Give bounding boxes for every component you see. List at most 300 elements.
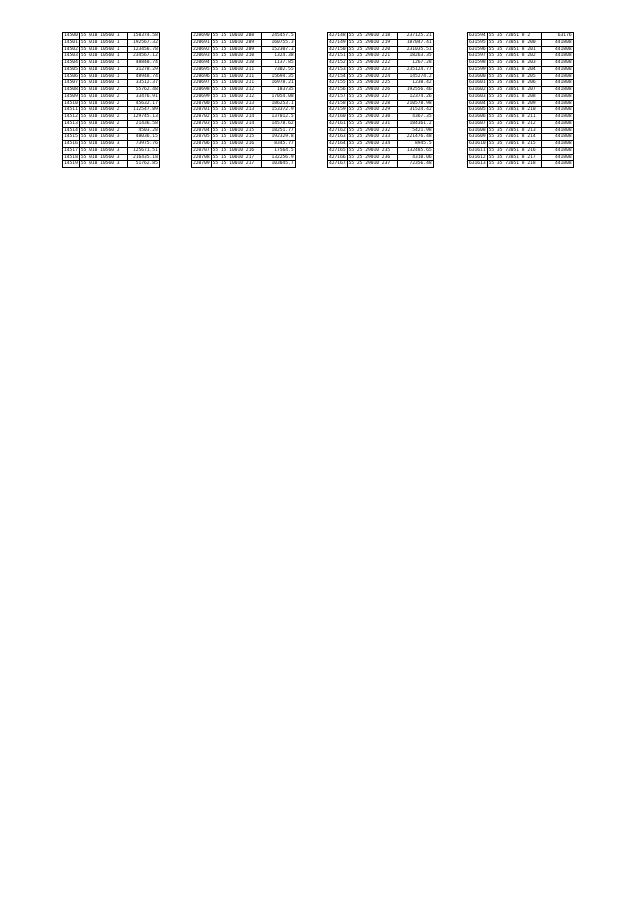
table-row <box>192 46 296 53</box>
code-cell: 55 15 10010 216 <box>211 141 261 148</box>
table-row <box>328 60 434 67</box>
code-cell: 55 35 73051 8 212 <box>487 120 541 127</box>
table-row <box>63 66 160 73</box>
code-cell: 55 35 73051 8 207 <box>487 87 541 94</box>
code-cell: 55 010 10560 1 <box>79 66 127 73</box>
code-cell: 55 010 10560 2 <box>79 100 127 107</box>
table-row <box>328 93 434 100</box>
amount-cell: 160755.3 <box>261 39 295 46</box>
code-cell: 55 15 10010 212 <box>211 93 261 100</box>
amount-cell: 234567.12 <box>127 53 159 60</box>
table-row <box>192 120 296 127</box>
row-id-cell: 220706 <box>193 141 210 146</box>
code-cell: 55 15 10010 215 <box>211 134 261 141</box>
row-id-cell: 14513 <box>64 120 78 126</box>
amount-cell: 14578.62 <box>261 120 295 127</box>
code-cell: 55 25 29010 235 <box>347 147 397 154</box>
code-cell: 55 25 29010 218 <box>347 33 397 40</box>
row-id-cell: 14509 <box>64 93 78 99</box>
code-cell: 55 25 29010 229 <box>347 107 397 114</box>
code-cell: 55 35 73051 8 201 <box>487 46 541 53</box>
table-row <box>63 141 160 148</box>
amount-cell: 21436.58 <box>127 120 159 127</box>
code-cell: 55 15 10010 211 <box>211 80 261 87</box>
table-body-3 <box>328 33 434 168</box>
code-cell: 55 010 10560 2 <box>79 127 127 134</box>
table-row <box>468 60 574 67</box>
amount-cell: 192556.46 <box>397 87 433 94</box>
table-row <box>328 53 434 60</box>
code-cell: 55 010 10560 3 <box>79 147 127 154</box>
row-id-cell: 14514 <box>64 127 78 133</box>
code-cell: 55 25 29010 232 <box>347 127 397 134</box>
code-cell: 55 25 29010 226 <box>347 87 397 94</box>
row-id-cell: 220694 <box>193 60 210 65</box>
row-id-cell: 427167 <box>329 161 346 167</box>
amount-cell: 7302.55 <box>261 66 295 73</box>
table-row <box>468 127 574 134</box>
code-cell: 55 010 10560 1 <box>79 73 127 80</box>
amount-cell: 153372.9 <box>261 107 295 114</box>
table-row <box>328 141 434 148</box>
amount-cell: 129745.13 <box>127 114 159 121</box>
table-row <box>192 141 296 148</box>
code-cell: 55 25 29010 228 <box>347 100 397 107</box>
table-row <box>192 60 296 67</box>
amount-cell: 1230.42 <box>397 80 433 87</box>
row-id-cell: 220701 <box>193 107 210 113</box>
row-id-cell: 427157 <box>329 93 346 99</box>
amount-cell: 1324.38 <box>261 53 295 60</box>
amount-cell: 132485.65 <box>397 147 433 154</box>
amount-cell: 441808 <box>541 127 573 134</box>
table-row <box>468 100 574 107</box>
row-id-cell: 631605 <box>469 107 486 113</box>
code-cell: 55 15 10010 211 <box>211 66 261 73</box>
amount-cell: 5421.98 <box>397 127 433 134</box>
row-id-cell: 14507 <box>64 80 78 86</box>
table-row <box>63 127 160 134</box>
amount-cell: 125671.51 <box>127 147 159 154</box>
row-id-cell: 427164 <box>329 141 346 146</box>
amount-cell: 48848.74 <box>127 60 159 67</box>
row-id-cell: 220692 <box>193 46 210 52</box>
amount-cell: 441808 <box>541 114 573 121</box>
amount-cell: 51762.85 <box>127 161 159 168</box>
amount-cell: 441808 <box>541 154 573 161</box>
amount-cell: 183735 <box>261 87 295 94</box>
row-id-cell: 631612 <box>469 154 486 160</box>
table-row <box>192 100 296 107</box>
table-row <box>63 33 160 40</box>
code-cell: 55 15 10010 217 <box>211 161 261 168</box>
code-cell: 55 35 73051 8 208 <box>487 93 541 100</box>
row-id-cell: 427155 <box>329 80 346 86</box>
row-id-cell: 631611 <box>469 147 486 153</box>
table-row <box>468 66 574 73</box>
table-row <box>328 134 434 141</box>
table-column-1 <box>62 32 160 168</box>
amount-cell: 103045.7 <box>261 161 295 168</box>
table-row <box>328 39 434 46</box>
amount-cell: 441808 <box>541 147 573 154</box>
code-cell: 55 35 73051 8 2 <box>487 33 541 40</box>
row-id-cell: 14516 <box>64 141 78 146</box>
amount-cell: 441808 <box>541 66 573 73</box>
amount-cell: 441808 <box>541 107 573 114</box>
row-id-cell: 220705 <box>193 134 210 140</box>
amount-cell: 31524.42 <box>397 107 433 114</box>
code-cell: 55 25 29010 222 <box>347 60 397 67</box>
row-id-cell: 220703 <box>193 120 210 126</box>
code-cell: 55 010 10560 1 <box>79 46 127 53</box>
row-id-cell: 631609 <box>469 134 486 140</box>
row-id-cell: 631602 <box>469 87 486 92</box>
table-row <box>63 53 160 60</box>
amount-cell: 4503.28 <box>127 127 159 134</box>
table-row <box>468 87 574 94</box>
code-cell: 55 010 10560 3 <box>79 161 127 168</box>
table-row <box>328 100 434 107</box>
code-cell: 55 35 73051 8 211 <box>487 114 541 121</box>
row-id-cell: 14501 <box>64 39 78 45</box>
row-id-cell: 220698 <box>193 87 210 92</box>
table-row <box>63 60 160 67</box>
code-cell: 55 15 10010 217 <box>211 154 261 161</box>
table-row <box>328 114 434 121</box>
table-row <box>328 154 434 161</box>
amount-cell: 184361.2 <box>397 120 433 127</box>
row-id-cell: 631597 <box>469 53 486 59</box>
amount-cell: 441808 <box>541 120 573 127</box>
amount-cell: 231035.51 <box>397 46 433 53</box>
table-column-2 <box>191 32 296 168</box>
code-cell: 55 15 10010 213 <box>211 100 261 107</box>
code-cell: 55 35 73051 8 210 <box>487 107 541 114</box>
table-row <box>63 46 160 53</box>
table-row <box>468 161 574 168</box>
row-id-cell: 220700 <box>193 100 210 106</box>
row-id-cell: 427159 <box>329 107 346 113</box>
row-id-cell: 631604 <box>469 100 486 106</box>
table-row <box>468 107 574 114</box>
row-id-cell: 631599 <box>469 66 486 72</box>
row-id-cell: 14505 <box>64 66 78 72</box>
row-id-cell: 220696 <box>193 73 210 79</box>
table-row <box>468 114 574 121</box>
row-id-cell: 220707 <box>193 147 210 153</box>
code-cell: 55 25 29010 236 <box>347 154 397 161</box>
row-id-cell: 427161 <box>329 120 346 126</box>
amount-cell: 17564.5 <box>261 147 295 154</box>
row-id-cell: 14512 <box>64 114 78 119</box>
amount-cell: 45632.17 <box>127 100 159 107</box>
table-row <box>63 134 160 141</box>
table-row <box>63 73 160 80</box>
code-cell: 55 25 29010 231 <box>347 120 397 127</box>
amount-cell: 441808 <box>541 134 573 141</box>
row-id-cell: 427151 <box>329 53 346 59</box>
table-row <box>192 114 296 121</box>
amount-cell: 441808 <box>541 87 573 94</box>
row-id-cell: 631600 <box>469 73 486 79</box>
row-id-cell: 14504 <box>64 60 78 65</box>
amount-cell: 441808 <box>541 73 573 80</box>
amount-cell: 112547.89 <box>127 107 159 114</box>
code-cell: 55 15 10010 210 <box>211 53 261 60</box>
row-id-cell: 427149 <box>329 39 346 45</box>
table-row <box>192 87 296 94</box>
table-row <box>468 93 574 100</box>
code-cell: 55 25 29010 234 <box>347 141 397 148</box>
table-row <box>328 127 434 134</box>
row-id-cell: 631613 <box>469 161 486 167</box>
row-id-cell: 14515 <box>64 134 78 140</box>
code-cell: 55 15 10010 209 <box>211 46 261 53</box>
table-row <box>63 161 160 168</box>
table-row <box>63 120 160 127</box>
code-cell: 55 010 10560 1 <box>79 39 127 46</box>
amount-cell: 15694.35 <box>261 73 295 80</box>
row-id-cell: 631594 <box>469 33 486 38</box>
table-row <box>192 161 296 168</box>
table-row <box>328 147 434 154</box>
amount-cell: 132256.9 <box>261 154 295 161</box>
amount-cell: 235124.77 <box>397 66 433 73</box>
amount-cell: 152307.3 <box>261 46 295 53</box>
table-row <box>468 53 574 60</box>
table-row <box>328 107 434 114</box>
row-id-cell: 14506 <box>64 73 78 79</box>
table-row <box>192 33 296 40</box>
table-row <box>468 154 574 161</box>
amount-cell: 145274.2 <box>397 73 433 80</box>
row-id-cell: 14517 <box>64 147 78 153</box>
table-row <box>468 39 574 46</box>
amount-cell: 73975.76 <box>127 141 159 148</box>
code-cell: 55 25 29010 224 <box>347 73 397 80</box>
amount-cell: 221476.48 <box>397 134 433 141</box>
table-row <box>63 87 160 94</box>
code-cell: 55 25 29010 220 <box>347 46 397 53</box>
row-id-cell: 427163 <box>329 134 346 140</box>
code-cell: 55 35 73051 8 215 <box>487 141 541 148</box>
table-body-2 <box>192 33 296 168</box>
amount-cell: 72356.48 <box>397 161 433 168</box>
table-row <box>328 161 434 168</box>
amount-cell: 210578.98 <box>397 100 433 107</box>
amount-cell: 237125.21 <box>397 33 433 40</box>
row-id-cell: 14518 <box>64 154 78 160</box>
amount-cell: 441808 <box>541 39 573 46</box>
row-id-cell: 14510 <box>64 100 78 106</box>
amount-cell: 17054.08 <box>261 93 295 100</box>
table-row <box>192 134 296 141</box>
row-id-cell: 14511 <box>64 107 78 113</box>
row-id-cell: 427160 <box>329 114 346 119</box>
code-cell: 55 15 10010 208 <box>211 33 261 40</box>
table-row <box>63 154 160 161</box>
table-row <box>192 93 296 100</box>
table-row <box>468 147 574 154</box>
amount-cell: 33476.91 <box>127 93 159 100</box>
row-id-cell: 14500 <box>64 33 78 38</box>
row-id-cell: 427165 <box>329 147 346 153</box>
row-id-cell: 220702 <box>193 114 210 119</box>
row-id-cell: 14519 <box>64 161 78 167</box>
code-cell: 55 25 29010 227 <box>347 93 397 100</box>
code-cell: 55 25 29010 219 <box>347 39 397 46</box>
amount-cell: 158374.58 <box>127 33 159 40</box>
table-row <box>192 147 296 154</box>
row-id-cell: 427152 <box>329 60 346 65</box>
table-row <box>328 66 434 73</box>
code-cell: 55 25 29010 230 <box>347 114 397 121</box>
amount-cell: 18251.77 <box>261 127 295 134</box>
table-row <box>192 154 296 161</box>
code-cell: 55 010 10560 2 <box>79 107 127 114</box>
code-cell: 55 010 10560 2 <box>79 114 127 121</box>
table-row <box>468 134 574 141</box>
table-row <box>328 80 434 87</box>
code-cell: 55 35 73051 8 209 <box>487 100 541 107</box>
row-id-cell: 631607 <box>469 120 486 126</box>
data-table-3 <box>327 32 434 168</box>
table-row <box>63 93 160 100</box>
code-cell: 55 010 10560 2 <box>79 93 127 100</box>
table-row <box>63 39 160 46</box>
code-cell: 55 35 73051 8 216 <box>487 147 541 154</box>
code-cell: 55 010 10560 1 <box>79 60 127 67</box>
row-id-cell: 427148 <box>329 33 346 38</box>
amount-cell: 441808 <box>541 60 573 67</box>
amount-cell: 4310.06 <box>397 154 433 161</box>
row-id-cell: 631598 <box>469 60 486 65</box>
amount-cell: 441808 <box>541 46 573 53</box>
amount-cell: 245457.5 <box>261 33 295 40</box>
table-row <box>328 87 434 94</box>
code-cell: 55 35 73051 8 206 <box>487 80 541 87</box>
table-row <box>468 141 574 148</box>
code-cell: 55 15 10010 214 <box>211 120 261 127</box>
row-id-cell: 631601 <box>469 80 486 86</box>
row-id-cell: 427153 <box>329 66 346 72</box>
code-cell: 55 010 10560 3 <box>79 154 127 161</box>
code-cell: 55 15 10010 211 <box>211 73 261 80</box>
row-id-cell: 220693 <box>193 53 210 59</box>
amount-cell: 216435.18 <box>127 154 159 161</box>
code-cell: 55 35 73051 8 205 <box>487 73 541 80</box>
code-cell: 55 25 29010 233 <box>347 134 397 141</box>
table-row <box>192 107 296 114</box>
table-row <box>468 80 574 87</box>
row-id-cell: 220708 <box>193 154 210 160</box>
code-cell: 55 15 10010 212 <box>211 87 261 94</box>
table-row <box>468 33 574 40</box>
code-cell: 55 25 29010 225 <box>347 80 397 87</box>
code-cell: 55 35 73051 8 204 <box>487 66 541 73</box>
amount-cell: 186253.1 <box>261 100 295 107</box>
row-id-cell: 427162 <box>329 127 346 133</box>
amount-cell: 4367.35 <box>397 114 433 121</box>
row-id-cell: 427154 <box>329 73 346 79</box>
row-id-cell: 427150 <box>329 46 346 52</box>
amount-cell: 441808 <box>541 161 573 168</box>
table-body-4 <box>468 33 574 168</box>
data-table-1 <box>62 32 160 168</box>
amount-cell: 16978.21 <box>261 80 295 87</box>
amount-cell: 441808 <box>541 53 573 60</box>
code-cell: 55 15 10010 214 <box>211 114 261 121</box>
code-cell: 55 25 29010 223 <box>347 66 397 73</box>
table-row <box>468 73 574 80</box>
code-cell: 55 15 10010 210 <box>211 60 261 67</box>
code-cell: 55 25 29010 221 <box>347 53 397 60</box>
amount-cell: 8345.77 <box>261 141 295 148</box>
row-id-cell: 14508 <box>64 87 78 92</box>
amount-cell: 48948.74 <box>127 73 159 80</box>
code-cell: 55 35 73051 8 217 <box>487 154 541 161</box>
amount-cell: 33512.37 <box>127 80 159 87</box>
amount-cell: 441808 <box>541 141 573 148</box>
amount-cell: 12374.26 <box>397 93 433 100</box>
amount-cell: 8945.5 <box>397 141 433 148</box>
row-id-cell: 220691 <box>193 39 210 45</box>
table-column-4 <box>467 32 574 168</box>
amount-cell: 31278.29 <box>127 66 159 73</box>
row-id-cell: 220697 <box>193 80 210 86</box>
amount-cell: 63176 <box>541 33 573 40</box>
amount-cell: 1267.28 <box>397 60 433 67</box>
code-cell: 55 15 10010 215 <box>211 127 261 134</box>
table-row <box>63 100 160 107</box>
table-row <box>192 73 296 80</box>
table-row <box>63 80 160 87</box>
amount-cell: 192329.8 <box>261 134 295 141</box>
amount-cell: 137012.5 <box>261 114 295 121</box>
table-row <box>63 107 160 114</box>
row-id-cell: 631603 <box>469 93 486 99</box>
row-id-cell: 14503 <box>64 53 78 59</box>
row-id-cell: 14502 <box>64 46 78 52</box>
code-cell: 55 35 73051 8 218 <box>487 161 541 168</box>
row-id-cell: 427156 <box>329 87 346 92</box>
table-row <box>328 73 434 80</box>
code-cell: 55 35 73051 8 202 <box>487 53 541 60</box>
table-row <box>328 46 434 53</box>
row-id-cell: 220695 <box>193 66 210 72</box>
row-id-cell: 220690 <box>193 33 210 38</box>
amount-cell: 187047.41 <box>397 39 433 46</box>
code-cell: 55 010 10560 1 <box>79 33 127 40</box>
data-table-2 <box>191 32 296 168</box>
code-cell: 55 010 10560 3 <box>79 141 127 148</box>
code-cell: 55 15 10010 213 <box>211 107 261 114</box>
amount-cell: 48036.15 <box>127 134 159 141</box>
code-cell: 55 35 73051 8 200 <box>487 39 541 46</box>
table-body-1 <box>63 33 160 168</box>
table-row <box>63 114 160 121</box>
row-id-cell: 220704 <box>193 127 210 133</box>
code-cell: 55 010 10560 3 <box>79 134 127 141</box>
table-row <box>192 66 296 73</box>
amount-cell: 441808 <box>541 100 573 107</box>
row-id-cell: 631608 <box>469 127 486 133</box>
amount-cell: 441808 <box>541 80 573 87</box>
amount-cell: 55762.48 <box>127 87 159 94</box>
table-row <box>468 120 574 127</box>
table-row <box>328 33 434 40</box>
